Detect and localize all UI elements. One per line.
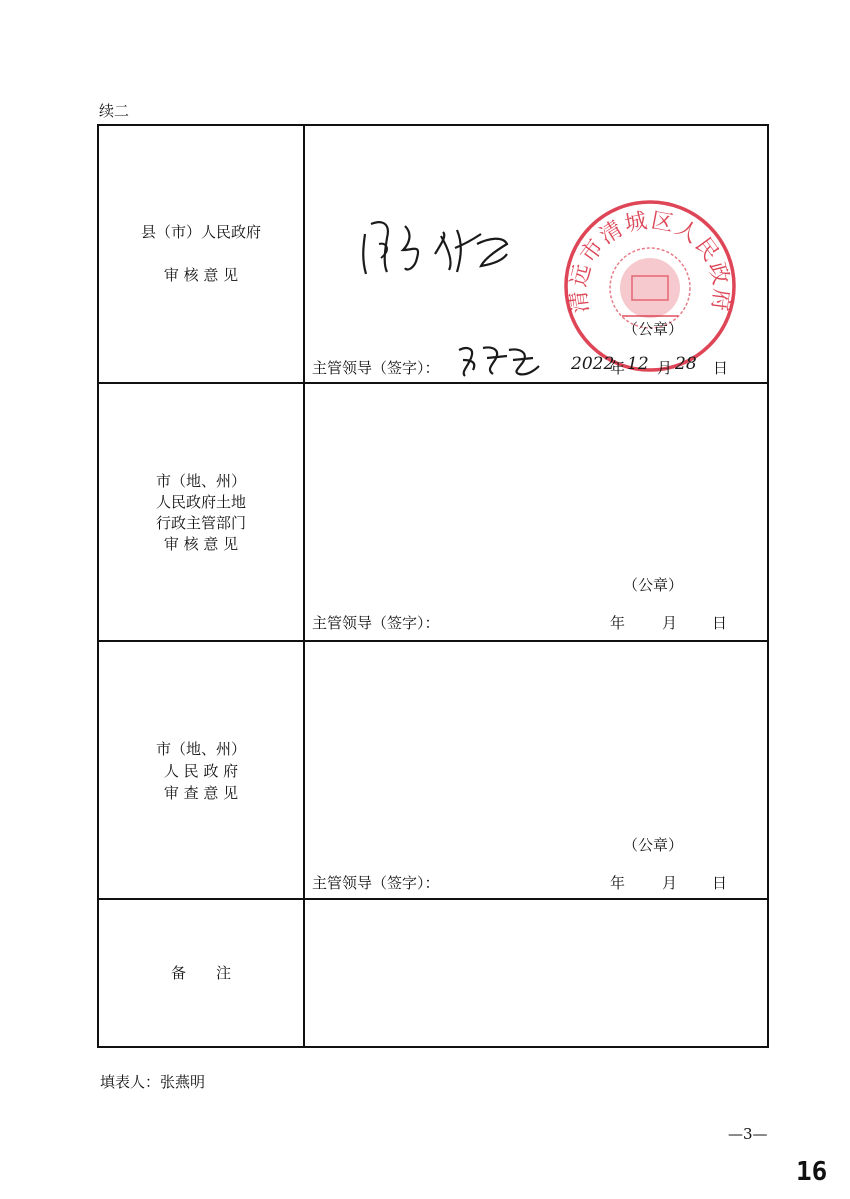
row-label-cell	[98, 899, 304, 1047]
date-year-label: 年	[610, 359, 626, 377]
continuation-label: 续二	[99, 102, 130, 120]
date-day-value: 28	[675, 354, 697, 374]
form-filler: 填表人：张燕明	[100, 1073, 206, 1091]
row-value-cell	[304, 125, 768, 383]
remarks-value-cell	[304, 899, 768, 1047]
seal-text: 清远市清城区人民政府	[566, 208, 734, 315]
date-month-label: 月	[662, 614, 678, 632]
form-row-city-review	[98, 641, 768, 899]
stamped-sheet-number: 16	[796, 1157, 828, 1187]
leader-signature-label: 主管领导（签字）：	[312, 614, 440, 632]
date-month-value: 12	[627, 354, 649, 374]
row-label-line: 市（地、州）	[155, 740, 246, 758]
row-value-cell	[304, 383, 768, 641]
row-label-line: 县（市）人民政府	[140, 223, 261, 241]
date-day-label: 日	[712, 614, 728, 632]
form-row-county-review	[98, 125, 768, 383]
row-label-cell	[98, 383, 304, 641]
seal-placeholder: （公章）	[623, 576, 684, 594]
approval-form-table	[97, 124, 769, 1048]
row-label-line: 审 核 意 见	[163, 266, 239, 284]
seal-placeholder: （公章）	[623, 320, 684, 338]
page-number: —3—	[728, 1125, 768, 1143]
row-label-line: 审 核 意 见	[163, 535, 239, 553]
date-year-value: 2022	[571, 354, 615, 374]
row-value-cell	[304, 641, 768, 899]
leader-handwritten-signature	[453, 342, 543, 380]
remarks-label: 备 注	[170, 964, 231, 982]
date-year-label: 年	[610, 614, 626, 632]
handwritten-opinion-signature	[357, 214, 517, 284]
row-label-line: 审 查 意 见	[163, 784, 239, 802]
row-label-line: 人民政府土地	[155, 493, 246, 511]
row-label-line: 人 民 政 府	[163, 762, 239, 780]
row-label-cell	[98, 125, 304, 383]
seal-placeholder: （公章）	[623, 836, 684, 854]
date-day-label: 日	[712, 874, 728, 892]
date-month-label: 月	[662, 874, 678, 892]
leader-signature-label: 主管领导（签字）：	[312, 874, 440, 892]
official-seal	[560, 196, 740, 376]
leader-signature-label: 主管领导（签字）：	[312, 359, 440, 377]
date-year-label: 年	[610, 874, 626, 892]
row-label-cell	[98, 641, 304, 899]
date-day-label: 日	[713, 359, 729, 377]
date-month-label: 月	[657, 359, 673, 377]
form-row-remarks	[98, 899, 768, 1047]
row-label-line: 市（地、州）	[155, 472, 246, 490]
row-label-line: 行政主管部门	[155, 514, 246, 532]
form-row-land-dept-review	[98, 383, 768, 641]
